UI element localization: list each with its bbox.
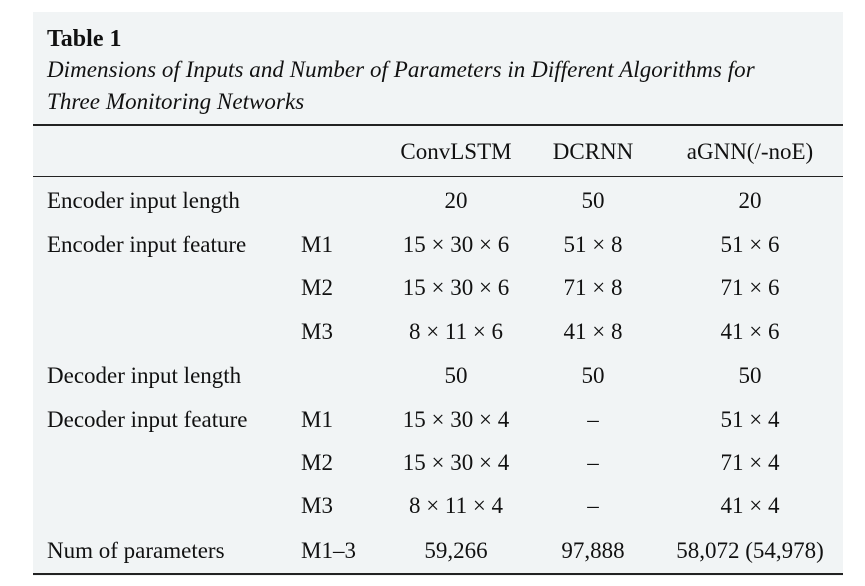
cell-agnn: 58,072 (54,978) [676, 538, 824, 563]
table-title [47, 54, 837, 118]
cell-dcrnn: – [587, 450, 599, 475]
column-header-agnn: aGNN(/-noE) [686, 139, 814, 164]
cell-convlstm: 15 × 30 × 6 [402, 232, 510, 257]
cell-agnn: 51 × 6 [720, 232, 780, 257]
row-network: M3 [301, 319, 333, 344]
row-network: M1 [301, 407, 333, 432]
table-label: Table 1 [47, 26, 122, 52]
cell-convlstm: 50 [444, 363, 468, 388]
row-network: M3 [301, 493, 333, 518]
column-header-dcrnn: DCRNN [552, 139, 634, 164]
row-network: M2 [301, 275, 333, 300]
cell-agnn: 51 × 4 [720, 407, 780, 432]
table-title-line-1: Dimensions of Inputs and Number of Parameters in Different Algorithms for [47, 57, 755, 82]
cell-dcrnn: 41 × 8 [563, 319, 623, 344]
row-label: Encoder input feature [47, 232, 247, 257]
table-bottom-rule [33, 573, 843, 575]
cell-dcrnn: 71 × 8 [563, 275, 623, 300]
row-label: Decoder input feature [47, 407, 248, 432]
cell-dcrnn: – [587, 493, 599, 518]
table-title-line-2: Three Monitoring Networks [47, 89, 305, 114]
row-network: M1–3 [301, 538, 356, 563]
row-network: M1 [301, 232, 333, 257]
cell-agnn: 71 × 6 [720, 275, 780, 300]
cell-dcrnn: 97,888 [561, 538, 625, 563]
cell-agnn: 71 × 4 [720, 450, 780, 475]
row-label: Encoder input length [47, 188, 240, 213]
cell-convlstm: 20 [444, 188, 468, 213]
row-label: Num of parameters [47, 538, 225, 563]
cell-convlstm: 15 × 30 × 6 [402, 275, 510, 300]
column-header-convlstm: ConvLSTM [400, 139, 512, 164]
row-network: M2 [301, 450, 333, 475]
table-header-rule [33, 176, 843, 177]
cell-convlstm: 59,266 [424, 538, 488, 563]
row-label: Decoder input length [47, 363, 242, 388]
cell-dcrnn: 51 × 8 [563, 232, 623, 257]
cell-agnn: 41 × 6 [720, 319, 780, 344]
cell-agnn: 50 [738, 363, 762, 388]
cell-convlstm: 8 × 11 × 6 [408, 319, 504, 344]
cell-dcrnn: 50 [581, 188, 605, 213]
cell-dcrnn: – [587, 407, 599, 432]
cell-agnn: 41 × 4 [720, 493, 780, 518]
cell-convlstm: 15 × 30 × 4 [402, 407, 510, 432]
cell-dcrnn: 50 [581, 363, 605, 388]
table-caption [47, 24, 837, 118]
table-top-rule [33, 124, 843, 126]
cell-convlstm: 15 × 30 × 4 [402, 450, 510, 475]
cell-convlstm: 8 × 11 × 4 [408, 493, 504, 518]
cell-agnn: 20 [738, 188, 762, 213]
